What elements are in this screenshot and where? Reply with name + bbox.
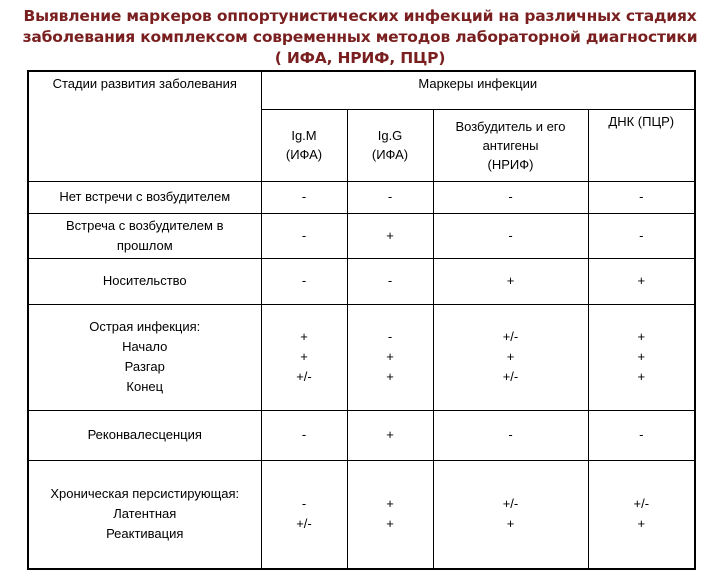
marker-cell-igm: [261, 181, 347, 213]
marker-value: -: [639, 189, 644, 204]
marker-value: +/-: [296, 369, 312, 384]
marker-value: -: [387, 329, 393, 344]
marker-value: +/-: [633, 496, 650, 512]
marker-value: +: [637, 516, 646, 532]
marker-value: -: [387, 273, 393, 288]
slide-title: [0, 6, 720, 69]
col-igm-method: (ИФА): [285, 147, 323, 162]
table-body: [28, 181, 695, 569]
marker-cell-igm: [261, 258, 347, 304]
stage-label: Острая инфекция:: [89, 319, 201, 334]
stage-cell: [28, 181, 261, 213]
marker-cell-igg: [347, 213, 433, 258]
marker-cell-igg: [347, 258, 433, 304]
col-antigen-method: (НРИФ): [487, 156, 534, 172]
marker-cell-dna: [588, 304, 695, 410]
col-dna-header: [588, 109, 695, 181]
stage-label: Носительство: [102, 273, 187, 288]
marker-value: +/-: [502, 329, 519, 344]
marker-value: +: [506, 349, 515, 364]
table-row: [28, 304, 695, 410]
marker-cell-igm: [261, 213, 347, 258]
stage-label: Хроническая персистирующая:: [50, 486, 240, 502]
stage-label: прошлом: [116, 237, 173, 253]
marker-value: -: [387, 189, 393, 204]
marker-cell-dna: [588, 410, 695, 460]
col-igm-name: Ig.M: [291, 128, 317, 143]
col-antigen-line-1: Возбудитель и его: [455, 118, 566, 134]
marker-cell-dna: [588, 258, 695, 304]
marker-cell-antigen: [433, 213, 588, 258]
marker-value: +: [637, 273, 646, 288]
col-antigen-line-2: антигены: [482, 137, 539, 153]
marker-value: -: [301, 227, 307, 243]
marker-cell-igm: [261, 410, 347, 460]
marker-value: +: [506, 516, 515, 532]
marker-value: -: [639, 227, 644, 243]
col-antigen-header: [433, 109, 588, 181]
marker-cell-antigen: [433, 460, 588, 569]
markers-table: [27, 70, 696, 570]
table-row: [28, 213, 695, 258]
header-stage-cell: [28, 71, 261, 181]
header-markers: Маркеры инфекции: [418, 76, 538, 91]
col-igg-header: [347, 109, 433, 181]
marker-cell-igg: [347, 181, 433, 213]
title-line-2: заболевания комплексом современных методов лабораторной диагностики: [22, 28, 698, 46]
marker-value: +: [386, 496, 394, 512]
stage-label: Встреча с возбудителем в: [66, 217, 224, 233]
marker-value: +: [386, 427, 394, 442]
marker-value: +/-: [502, 369, 519, 384]
table-row: [28, 460, 695, 569]
marker-value: -: [301, 273, 307, 288]
marker-value: -: [301, 427, 307, 442]
stage-label: Разгар: [124, 359, 165, 374]
marker-cell-igg: [347, 304, 433, 410]
marker-value: +: [386, 369, 394, 384]
marker-value: -: [301, 496, 307, 512]
stage-cell: [28, 460, 261, 569]
marker-cell-igg: [347, 410, 433, 460]
marker-cell-antigen: [433, 258, 588, 304]
stage-cell: [28, 258, 261, 304]
stage-label: Нет встречи с возбудителем: [59, 189, 231, 204]
marker-value: +: [300, 349, 308, 364]
marker-value: -: [508, 227, 513, 243]
marker-value: +: [506, 273, 515, 288]
marker-cell-antigen: [433, 410, 588, 460]
col-dna-name: ДНК (ПЦР): [608, 113, 675, 129]
stage-label: Реконвалесценция: [87, 427, 202, 442]
title-line-3: ( ИФА, НРИФ, ПЦР): [274, 49, 446, 67]
col-igm-header: [261, 109, 347, 181]
stage-label: Конец: [126, 379, 164, 394]
marker-value: -: [508, 189, 513, 204]
marker-value: -: [639, 427, 644, 442]
marker-value: +/-: [296, 516, 312, 532]
table-row: [28, 181, 695, 213]
header-markers-cell: [261, 71, 695, 109]
marker-value: -: [301, 189, 307, 204]
stage-label: Латентная: [113, 506, 177, 522]
marker-value: +: [386, 227, 394, 243]
marker-cell-dna: [588, 213, 695, 258]
marker-value: -: [508, 427, 513, 442]
stage-cell: [28, 213, 261, 258]
marker-cell-dna: [588, 460, 695, 569]
stage-label: Реактивация: [106, 526, 184, 542]
title-line-1: Выявление маркеров оппортунистических инфекций на различных стадиях: [23, 7, 697, 25]
stage-cell: [28, 304, 261, 410]
marker-cell-igm: [261, 460, 347, 569]
header-row: [28, 71, 695, 109]
stage-label: Начало: [122, 339, 168, 354]
marker-cell-igm: [261, 304, 347, 410]
col-igg-method: (ИФА): [371, 147, 409, 162]
marker-value: +: [300, 329, 308, 344]
marker-value: +: [386, 516, 394, 532]
marker-value: +: [386, 349, 394, 364]
marker-value: +: [637, 349, 646, 364]
marker-cell-dna: [588, 181, 695, 213]
header-stage: Стадии развития заболевания: [52, 76, 237, 91]
marker-cell-antigen: [433, 304, 588, 410]
table-row: [28, 258, 695, 304]
marker-value: +: [637, 329, 646, 344]
marker-value: +/-: [502, 496, 519, 512]
stage-cell: [28, 410, 261, 460]
table-row: [28, 410, 695, 460]
col-igg-name: Ig.G: [377, 128, 403, 143]
marker-cell-igg: [347, 460, 433, 569]
marker-value: +: [637, 369, 646, 384]
marker-cell-antigen: [433, 181, 588, 213]
